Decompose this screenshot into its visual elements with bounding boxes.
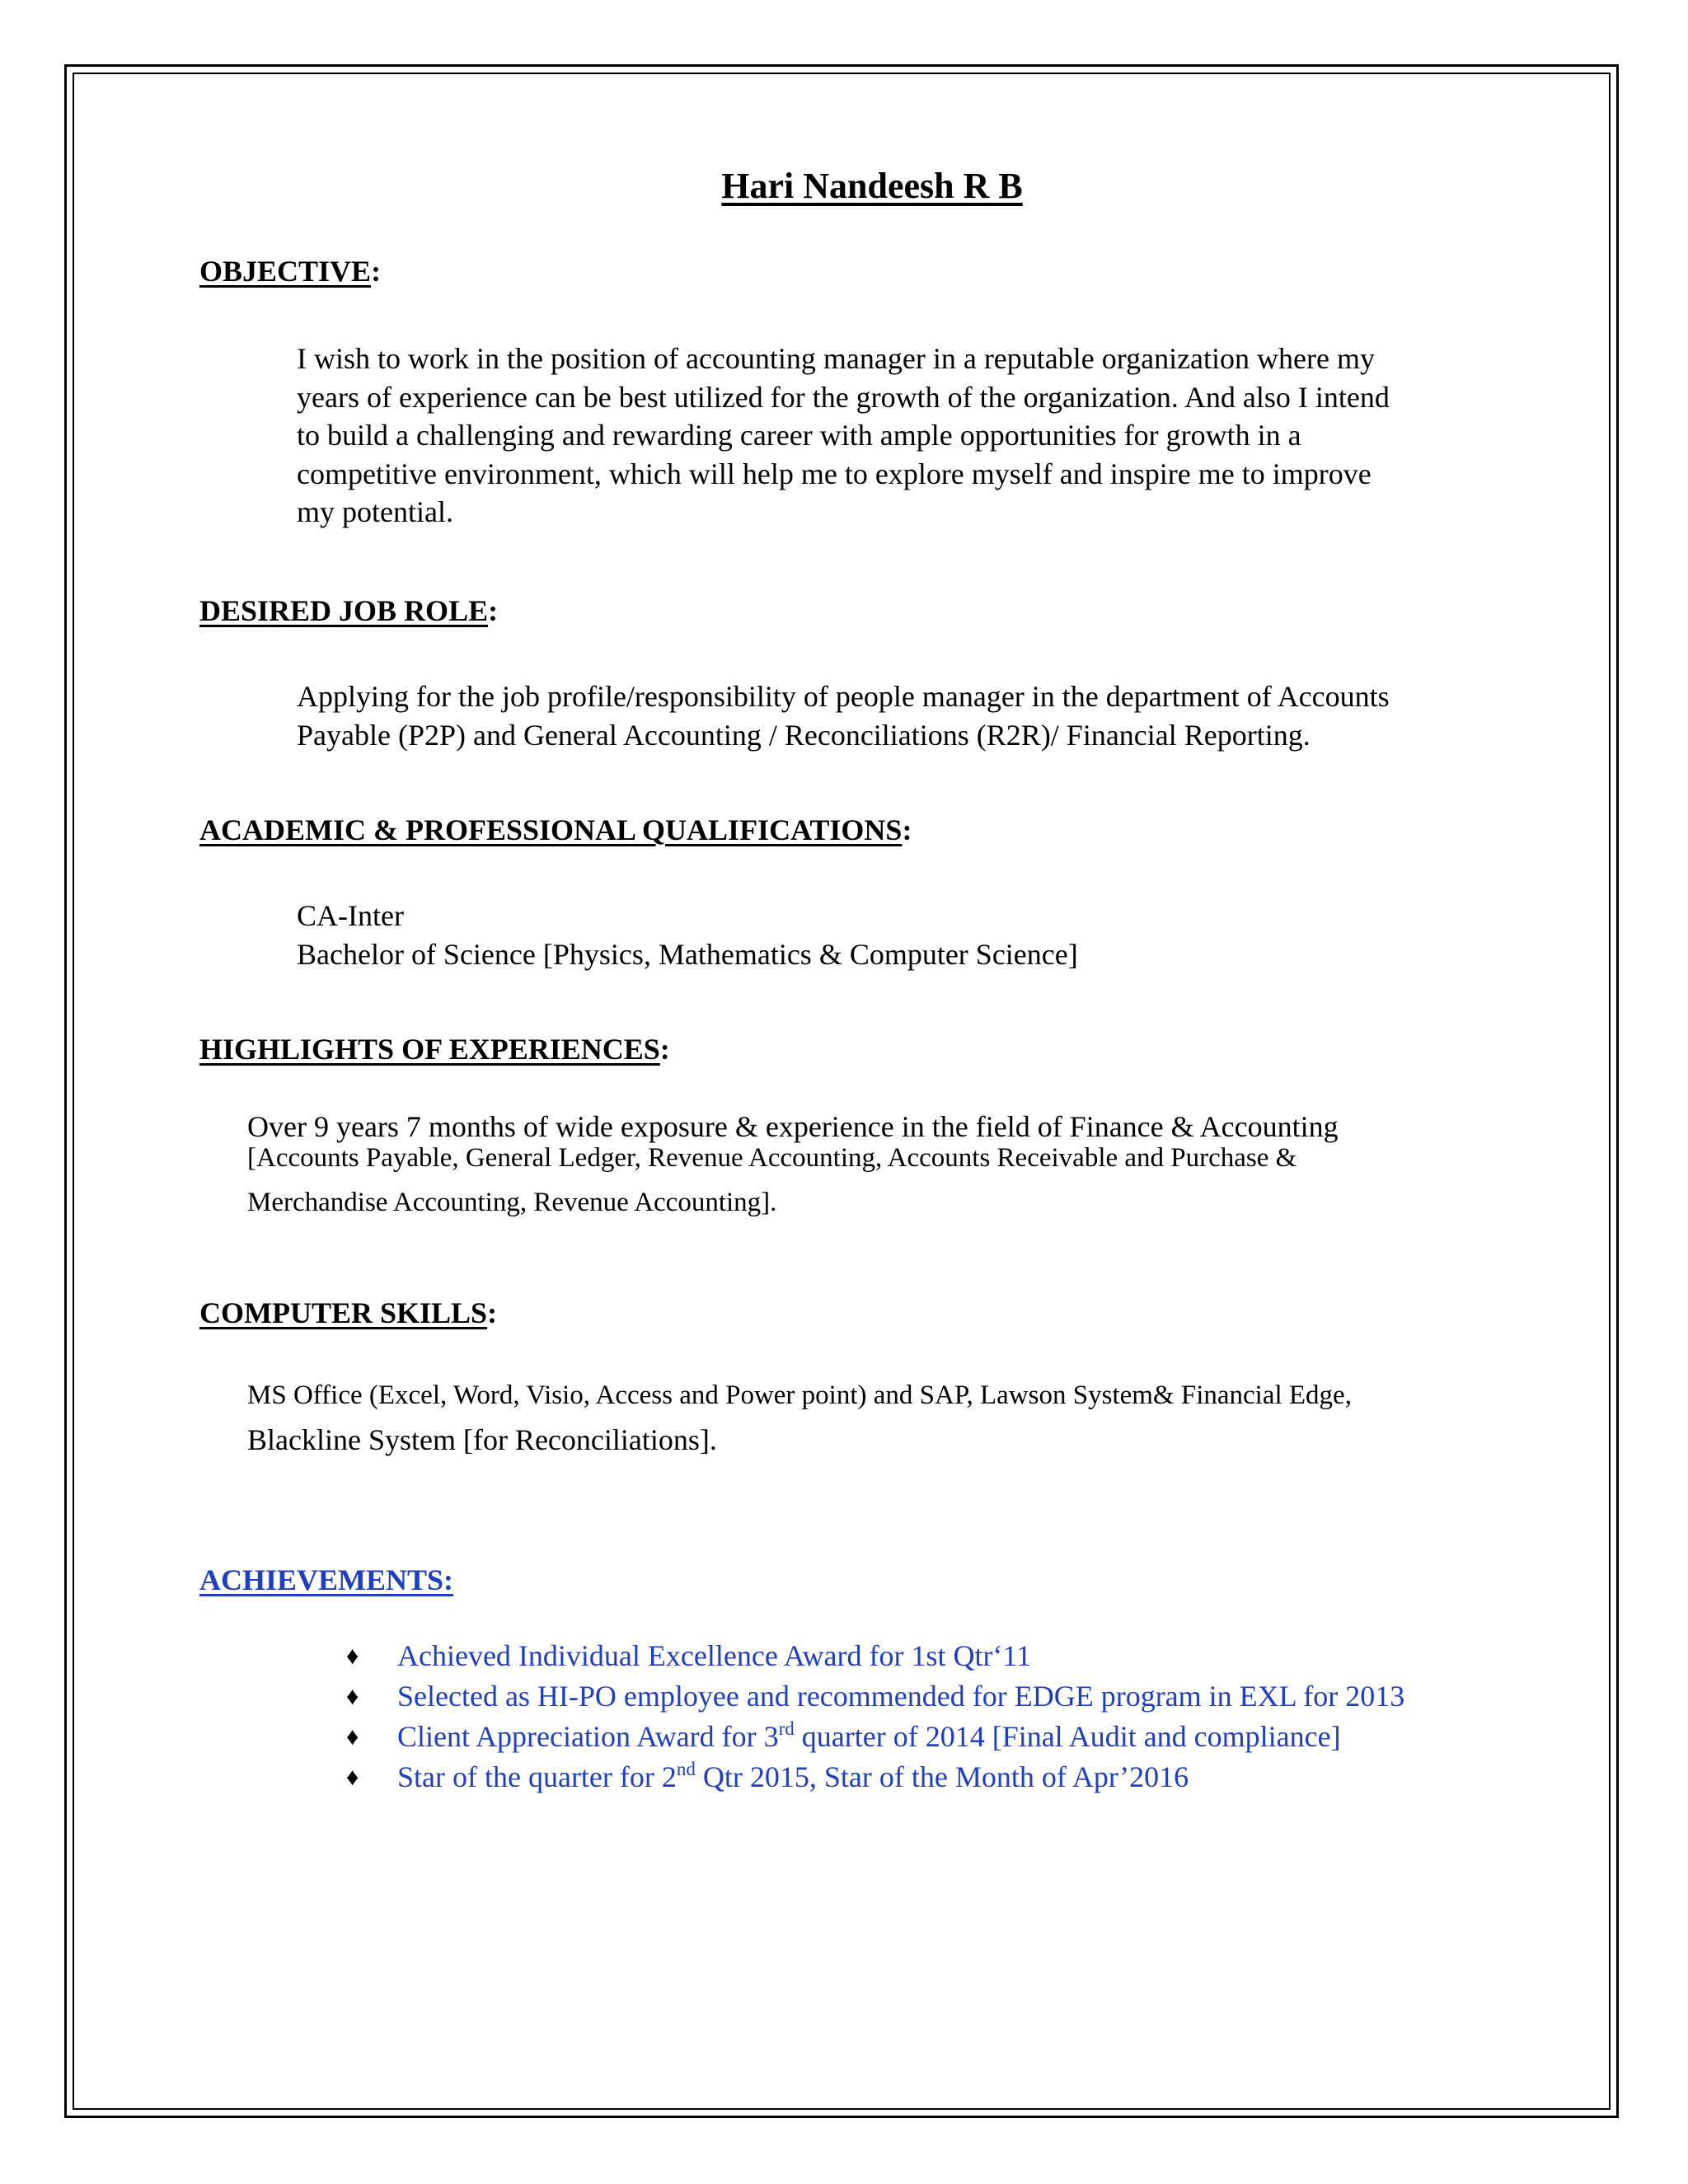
computer-skills-line: Blackline System [for Reconciliations]. xyxy=(247,1423,717,1456)
computer-skills-text xyxy=(247,1373,1352,1462)
desired-role-heading: DESIRED JOB ROLE: xyxy=(199,594,499,627)
diamond-bullet-icon: ♦ xyxy=(346,1723,359,1750)
achievement-item: ♦ Achieved Individual Excellence Award for 1st Qtr‘11 xyxy=(346,1636,1404,1676)
qualification-item: CA-Inter xyxy=(297,899,404,932)
experience-heading: HIGHLIGHTS OF EXPERIENCES: xyxy=(199,1033,670,1066)
qualification-item: Bachelor of Science [Physics, Mathematics & Computer Science] xyxy=(297,937,1078,971)
desired-role-text xyxy=(297,677,1390,754)
experience-line: Over 9 years 7 months of wide exposure & experience in the field of Finance & Accounting xyxy=(247,1110,1339,1143)
objective-line: my potential. xyxy=(297,495,453,528)
experience-text xyxy=(247,1108,1339,1221)
desired-role-line: Applying for the job profile/responsibility of people manager in the department of Accounts xyxy=(297,680,1390,713)
objective-text xyxy=(297,340,1390,532)
achievement-item: ♦ Star of the quarter for 2nd Qtr 2015, Star of the Month of Apr’2016 xyxy=(346,1757,1404,1797)
objective-line: to build a challenging and rewarding career with ample opportunities for growth in a xyxy=(297,419,1301,452)
objective-heading: OBJECTIVE: xyxy=(199,255,382,288)
diamond-bullet-icon: ♦ xyxy=(346,1643,359,1670)
objective-line: I wish to work in the position of accounting manager in a reputable organization where my xyxy=(297,342,1375,375)
achievement-item: ♦ Selected as HI-PO employee and recommended for EDGE program in EXL for 2013 xyxy=(346,1676,1404,1717)
achievement-item: ♦ Client Appreciation Award for 3rd quarter of 2014 [Final Audit and compliance] xyxy=(346,1717,1404,1757)
candidate-name xyxy=(0,165,1688,207)
desired-role-line: Payable (P2P) and General Accounting / Reconciliations (R2R)/ Financial Reporting. xyxy=(297,718,1311,752)
objective-line: competitive environment, which will help me to explore myself and inspire me to improve xyxy=(297,457,1372,490)
objective-line: years of experience can be best utilized for the growth of the organization. And also I intend xyxy=(297,380,1390,414)
computer-skills-heading: COMPUTER SKILLS: xyxy=(199,1296,498,1329)
computer-skills-line: MS Office (Excel, Word, Visio, Access and Power point) and SAP, Lawson System& Financial Edge, xyxy=(247,1380,1352,1410)
qualifications-text xyxy=(297,897,1078,973)
diamond-bullet-icon: ♦ xyxy=(346,1683,359,1710)
candidate-name-text: Hari Nandeesh R B xyxy=(721,166,1023,206)
achievements-heading: ACHIEVEMENTS: xyxy=(199,1563,454,1596)
experience-line: Merchandise Accounting, Revenue Accounting]. xyxy=(247,1188,777,1217)
qualifications-heading: ACADEMIC & PROFESSIONAL QUALIFICATIONS: xyxy=(199,813,912,846)
diamond-bullet-icon: ♦ xyxy=(346,1764,359,1791)
experience-line: [Accounts Payable, General Ledger, Revenue Accounting, Accounts Receivable and Purchase & xyxy=(247,1143,1297,1173)
achievements-list xyxy=(346,1636,1404,1797)
